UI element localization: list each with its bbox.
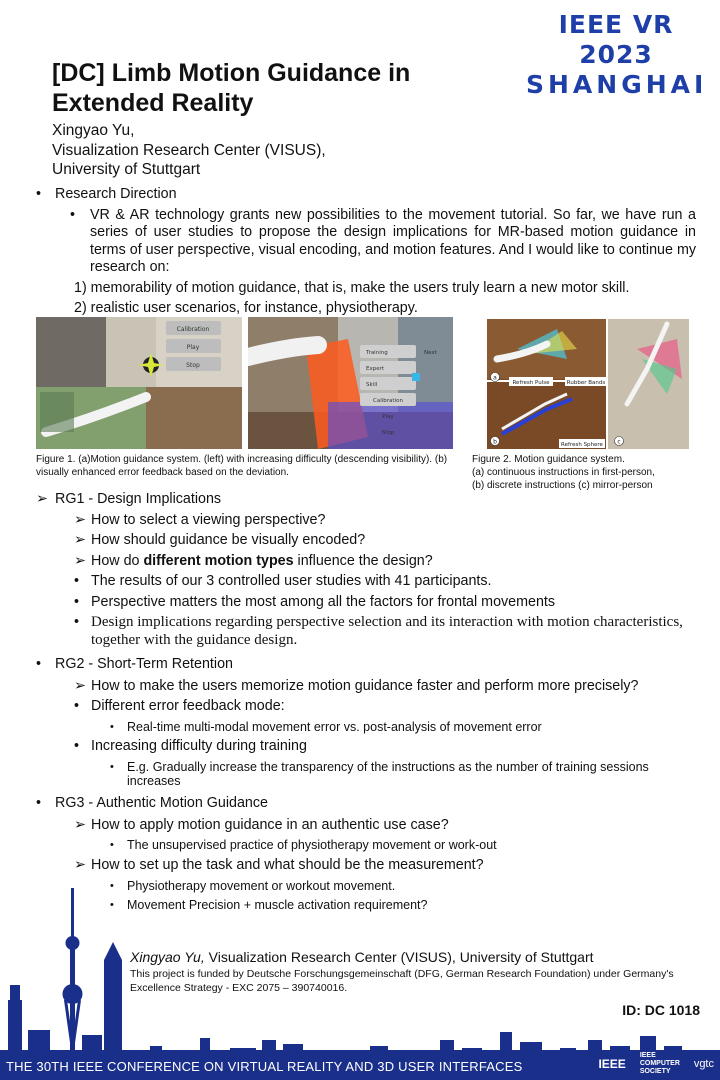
footer-author: Xingyao Yu, bbox=[130, 949, 205, 965]
logo-line1: IEEE VR 2023 bbox=[558, 10, 674, 69]
rg3-sub-3: • Movement Precision + muscle activation requirement? bbox=[110, 897, 428, 912]
rg2-heading: • RG2 - Short-Term Retention bbox=[36, 656, 233, 672]
conference-name: THE 30TH IEEE CONFERENCE ON VIRTUAL REALITY AND 3D USER INTERFACES bbox=[6, 1059, 523, 1074]
funding-note: This project is funded by Deutsche Forschungsgemeinschaft (DFG, German Research Foundation) under Germany's Excellence Strategy - EXC 2075 – 390740016. bbox=[130, 968, 674, 994]
research-item-1: 1) memorability of motion guidance, that is, make the users truly learn a new motor skill. bbox=[74, 279, 630, 296]
research-item-2: 2) realistic user scenarios, for instance, physiotherapy. bbox=[74, 300, 418, 316]
rg2-sub-1: • Real-time multi-modal movement error vs. post-analysis of movement error bbox=[110, 719, 542, 734]
rg2-section bbox=[36, 656, 696, 789]
rg3-sub-2: • Physiotherapy movement or workout movement. bbox=[110, 879, 396, 893]
rg2-bullet-2: • Increasing difficulty during training bbox=[74, 738, 307, 754]
figure-area bbox=[36, 317, 696, 497]
author-university: University of Stuttgart bbox=[52, 161, 201, 178]
rg2-bullet-1: • Different error feedback mode: bbox=[74, 698, 285, 714]
rg3-sub-1: • The unsupervised practice of physiotherapy movement or work-out bbox=[110, 838, 497, 852]
poster-title: [DC] Limb Motion Guidance in Extended Reality bbox=[52, 59, 411, 117]
author-name: Xingyao Yu, bbox=[52, 122, 135, 139]
menu-b-item: Next bbox=[424, 350, 437, 356]
conference-logo bbox=[526, 10, 706, 100]
figure2-image bbox=[487, 319, 689, 449]
panel-letter: a bbox=[493, 374, 497, 382]
rg1-bullet-2: • Perspective matters the most among all the factors for frontal movements bbox=[74, 593, 556, 610]
menu-b-item: Expert bbox=[366, 366, 385, 372]
menu-b-item: Calibration bbox=[373, 398, 403, 404]
figure1b-image bbox=[248, 317, 453, 449]
fig2-label: Refresh Pulse bbox=[512, 380, 550, 386]
logo-line2: SHANGHAI bbox=[526, 70, 708, 99]
rg1-bullet-1: • The results of our 3 controlled user studies with 41 participants. bbox=[74, 573, 492, 589]
panel-letter: c bbox=[617, 438, 621, 446]
rg2-question-1: ➢ How to make the users memorize motion guidance faster and perform more precisely? bbox=[74, 677, 639, 694]
author-block bbox=[52, 121, 326, 180]
rg1-heading: ➢ RG1 - Design Implications bbox=[36, 491, 222, 507]
menu-a-item: Stop bbox=[186, 362, 200, 369]
rg1-bullet-3: • Design implications regarding perspective selection and its interaction with motion characteristics, together with the guidance design. bbox=[74, 614, 683, 648]
rg3-question-1: ➢ How to apply motion guidance in an authentic use case? bbox=[74, 816, 449, 833]
panel-letter: b bbox=[493, 438, 497, 446]
rg3-question-2: ➢ How to set up the task and what should be the measurement? bbox=[74, 856, 484, 873]
vgtc-logo: vgtc bbox=[693, 1058, 714, 1070]
fig2-label: Rubber Bands bbox=[566, 380, 606, 386]
figure1-caption: Figure 1. (a)Motion guidance system. (left) with increasing difficulty (descending visibility). (b) visually enhanced error feedback based on the deviation. bbox=[36, 454, 448, 478]
footer-affiliation: Visualization Research Center (VISUS), University of Stuttgart bbox=[204, 949, 594, 965]
menu-b-item: Stop bbox=[381, 430, 395, 436]
rg1-question-3: ➢ How do different motion types influence the design? bbox=[74, 552, 433, 569]
figure1a-image bbox=[36, 317, 242, 449]
menu-a-item: Calibration bbox=[176, 326, 210, 333]
rg1-question-2: ➢ How should guidance be visually encoded? bbox=[74, 532, 366, 548]
rg3-heading: • RG3 - Authentic Motion Guidance bbox=[36, 795, 268, 811]
computer-society-logo: IEEE COMPUTER SOCIETY bbox=[639, 1052, 680, 1075]
menu-b-item: Training bbox=[366, 350, 388, 356]
rg2-sub-2: • E.g. Gradually increase the transparency of the instructions as the number of training sessions increases bbox=[110, 759, 649, 788]
rg1-question-1: ➢ How to select a viewing perspective? bbox=[74, 511, 326, 528]
sponsor-logos bbox=[598, 1052, 714, 1076]
menu-a-item: Play bbox=[186, 344, 200, 351]
research-section bbox=[36, 186, 696, 318]
figure2-caption: Figure 2. Motion guidance system. (a) continuous instructions in first-person, (b) discrete instructions (c) mirror-person bbox=[472, 454, 655, 491]
footer-credit bbox=[130, 949, 594, 965]
menu-b-item: Play bbox=[382, 414, 394, 420]
research-heading: • Research Direction bbox=[36, 186, 177, 202]
rg1-section bbox=[36, 491, 696, 649]
ieee-logo: IEEE bbox=[598, 1057, 626, 1071]
menu-b-item: Skill bbox=[366, 382, 378, 388]
author-affiliation: Visualization Research Center (VISUS), bbox=[52, 141, 326, 159]
paper-id: ID: DC 1018 bbox=[622, 1002, 700, 1018]
fig2-label: Refresh Sphere bbox=[561, 442, 603, 448]
research-paragraph: • VR & AR technology grants new possibilities to the movement tutorial. So far, we have run a series of user studies to propose the design implications for MR-based motion guidance in terms of user perspective, visual encoding, and motion features. And I would like to continue my research on: bbox=[70, 206, 696, 275]
